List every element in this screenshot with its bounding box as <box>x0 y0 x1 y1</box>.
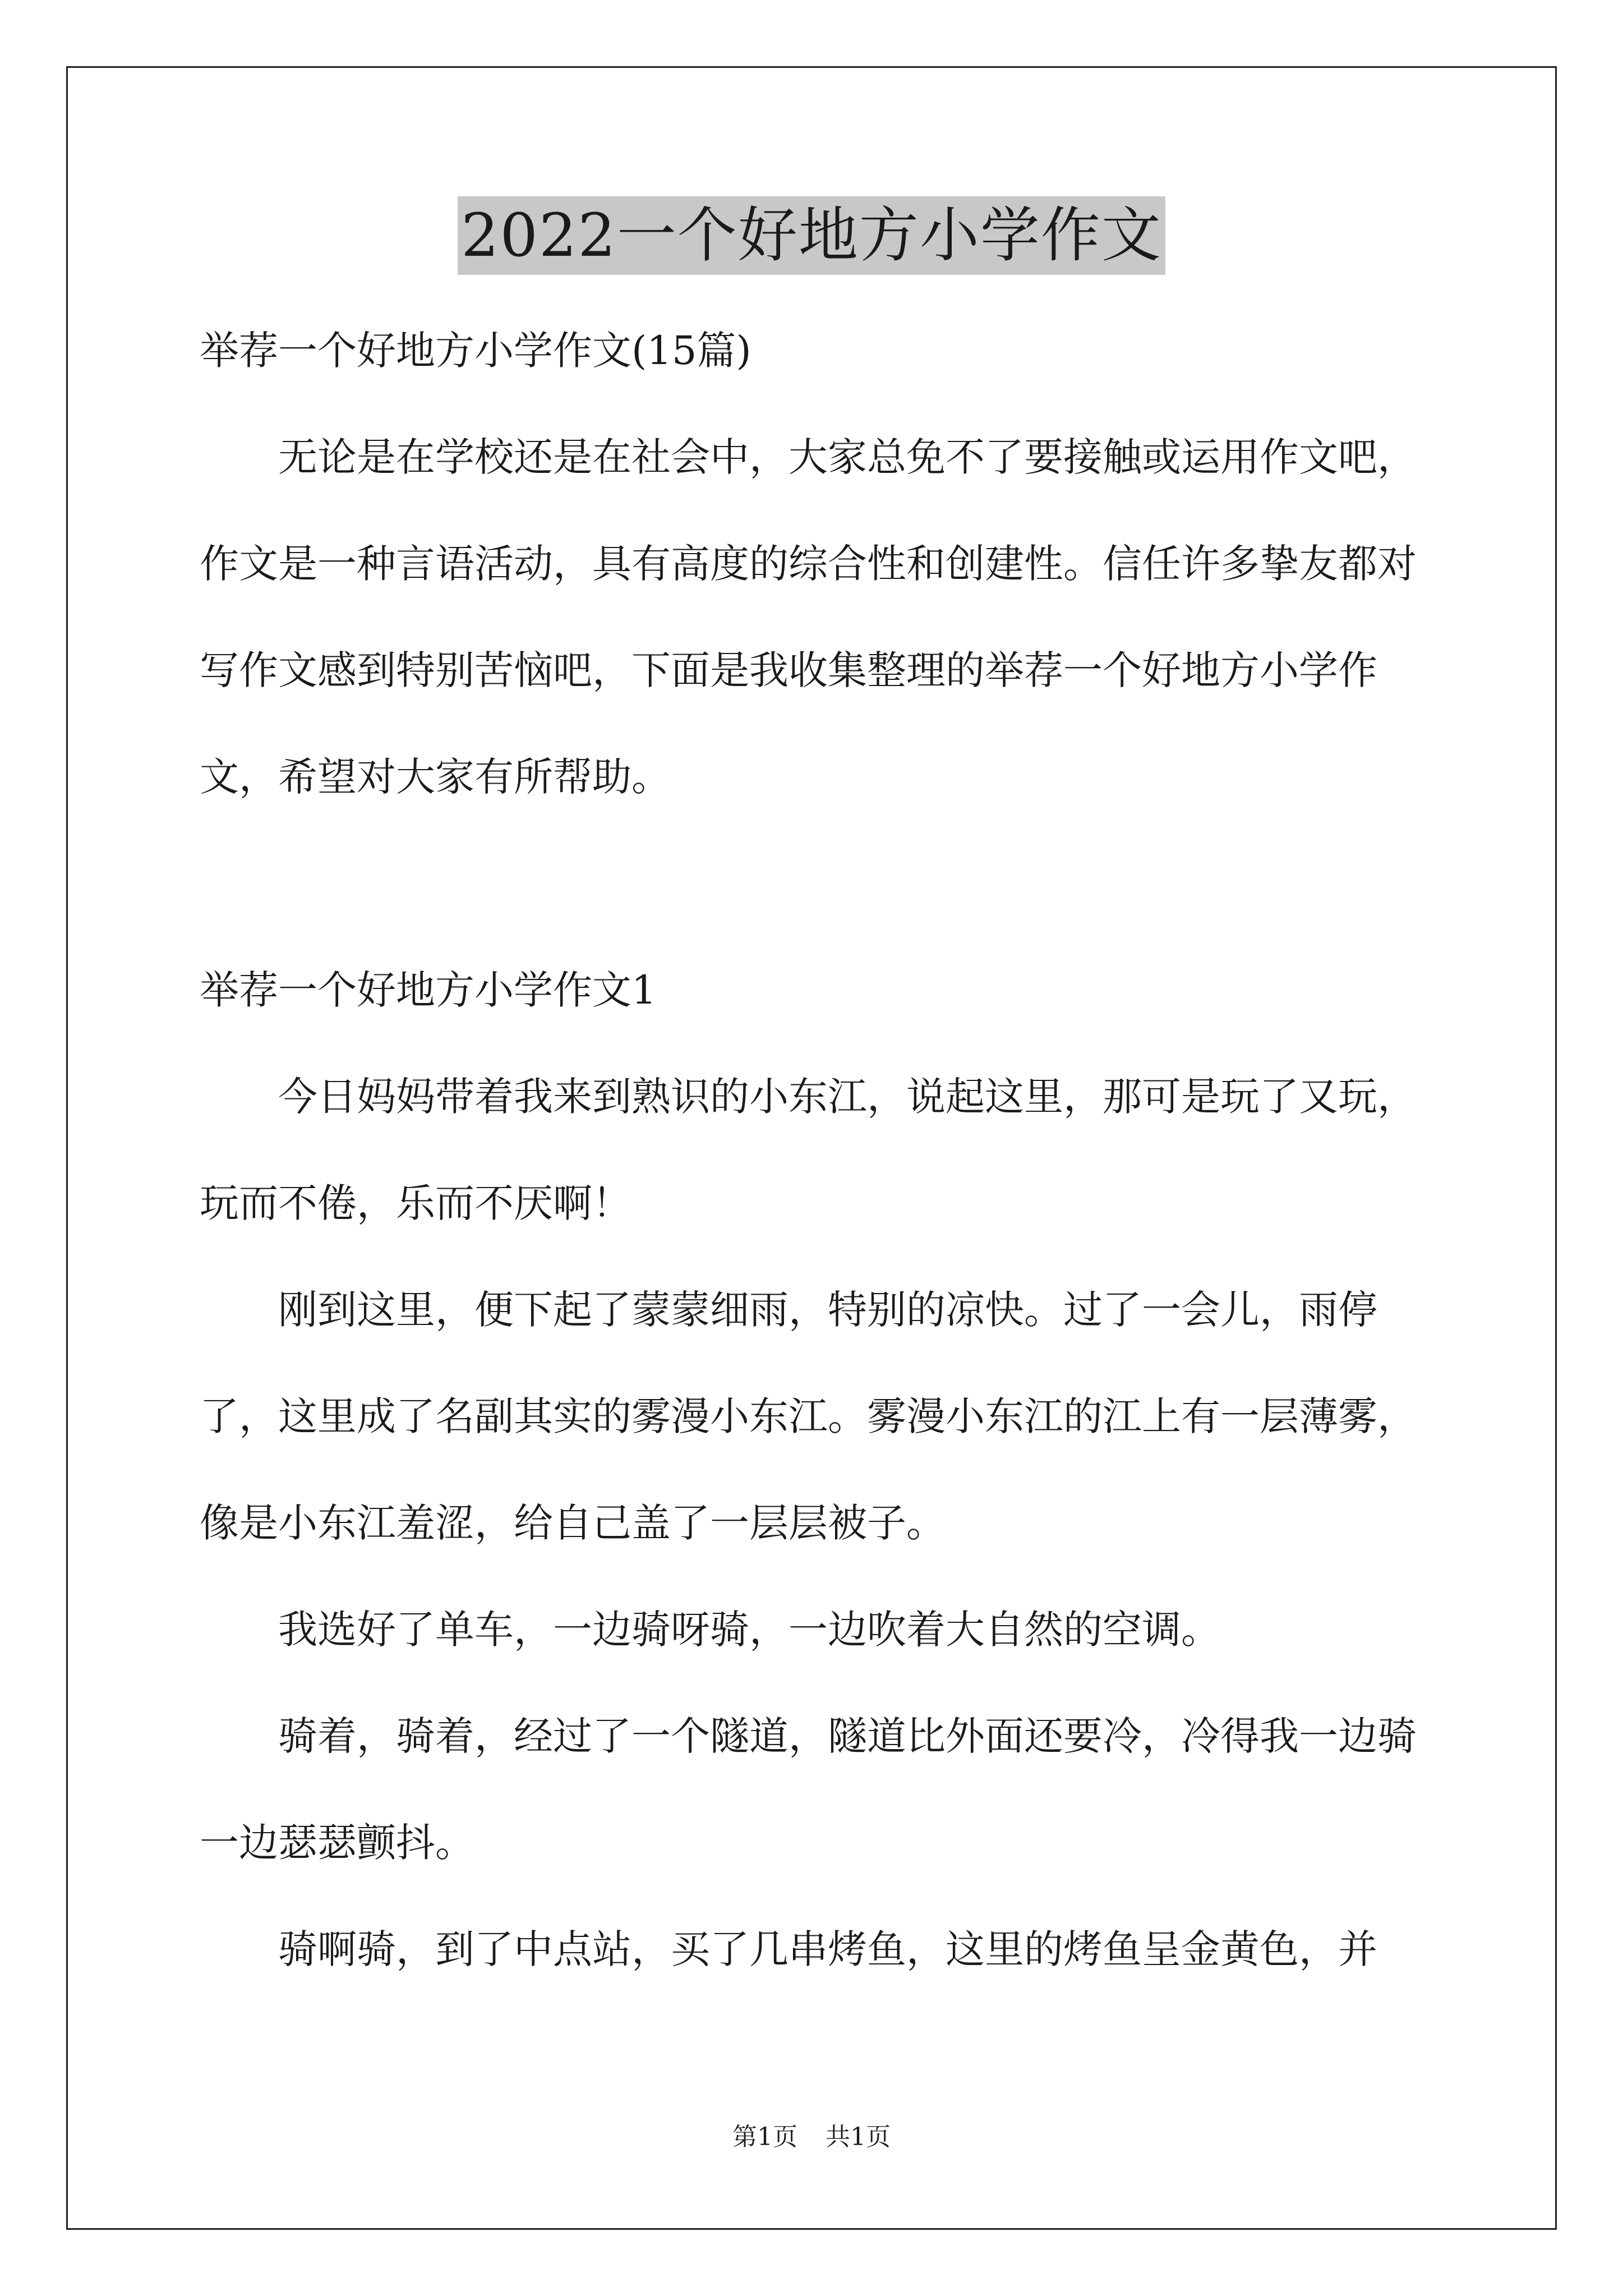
body-paragraph: 刚到这里，便下起了蒙蒙细雨，特别的凉快。过了一会儿，雨停了，这里成了名副其实的雾漫小东江。雾漫小东江的江上有一层薄雾，像是小东江羞涩，给自己盖了一层层被子。 <box>200 1287 1417 1546</box>
body-paragraph: 骑着，骑着，经过了一个隧道，隧道比外面还要冷，冷得我一边骑一边瑟瑟颤抖。 <box>200 1713 1417 1866</box>
title-container <box>0 196 1623 275</box>
page-number: 第1页 <box>732 2123 797 2151</box>
body-paragraph: 今日妈妈带着我来到熟识的小东江，说起这里，那可是玩了又玩，玩而不倦，乐而不厌啊！ <box>200 1074 1417 1226</box>
page-footer <box>0 2120 1623 2154</box>
document-title: 2022一个好地方小学作文 <box>458 196 1165 275</box>
body-paragraph: 骑啊骑，到了中点站，买了几串烤鱼，这里的烤鱼呈金黄色，并 <box>278 1926 1377 1972</box>
section-heading: 举荐一个好地方小学作文1 <box>200 967 657 1013</box>
body-paragraph: 我选好了单车，一边骑呀骑，一边吹着大自然的空调。 <box>278 1607 1220 1653</box>
document-subtitle: 举荐一个好地方小学作文(15篇) <box>200 328 751 374</box>
intro-paragraph: 无论是在学校还是在社会中，大家总免不了要接触或运用作文吧，作文是一种言语活动，具有高度的综合性和创建性。信任许多挚友都对写作文感到特别苦恼吧，下面是我收集整理的举荐一个好地方小学作文，希望对大家有所帮助。 <box>200 434 1417 800</box>
document-body <box>200 297 1428 2003</box>
page-total: 共1页 <box>826 2123 891 2151</box>
section-gap <box>200 830 1428 937</box>
